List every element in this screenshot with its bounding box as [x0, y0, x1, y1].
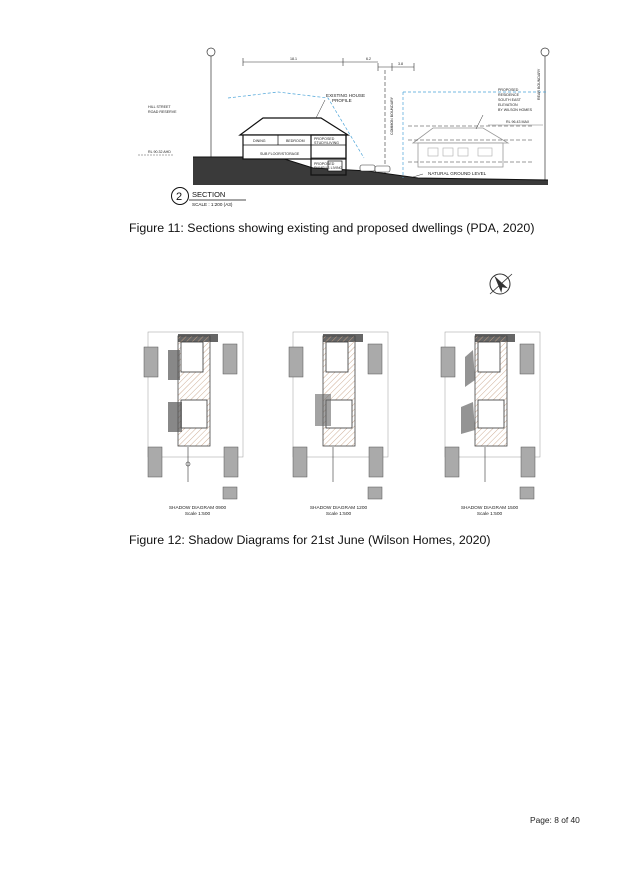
label-proposed-4: ELEVATION: [498, 103, 518, 107]
label-proposed-3: SOUTH EAST: [498, 98, 521, 102]
figure-11-caption: Figure 11: Sections showing existing and proposed dwellings (PDA, 2020): [129, 221, 535, 235]
room-proposed-4: RUMPUS LIVING: [314, 166, 343, 170]
label-rl-right: RL 96.43 MAX: [506, 120, 530, 124]
section-number: 2: [176, 191, 183, 203]
section-title: SECTION: [192, 190, 226, 199]
label-proposed-5: BY WILSON HOMES: [498, 108, 533, 112]
label-natural-ground: NATURAL GROUND LEVEL: [428, 171, 487, 176]
dim-a: 18.1: [290, 57, 297, 61]
room-bedroom: BEDROOM: [286, 139, 305, 143]
diagram-1200-title: [301, 506, 376, 518]
figure-12-caption: Figure 12: Shadow Diagrams for 21st June (Wilson Homes, 2020): [129, 533, 491, 547]
diagram-1500-label: SHADOW DIAGRAM 1500: [460, 506, 519, 511]
diagram-0900-scale: Scale 1:500: [184, 512, 211, 517]
north-arrow-icon: [486, 268, 516, 300]
section-scale: SCALE : 1:200 (A3): [192, 202, 233, 207]
diagram-1500-title: [452, 506, 527, 518]
dim-b: 6.2: [366, 57, 371, 61]
label-common-boundary: COMMON BOUNDARY: [390, 96, 394, 135]
room-dining: DINING: [253, 139, 266, 143]
label-rear-boundary: REAR BOUNDARY: [537, 68, 541, 100]
figure-11-section-drawing: [128, 40, 558, 220]
label-road-reserve: ROAD RESERVE: [148, 110, 177, 114]
room-proposed-2: STUDY/LIVING: [314, 141, 339, 145]
dim-c: 3.8: [398, 62, 403, 66]
label-rl-left: RL 90.32 AHD: [148, 150, 171, 154]
diagram-1200-label: SHADOW DIAGRAM 1200: [309, 506, 368, 511]
diagram-1200-scale: Scale 1:500: [325, 512, 352, 517]
page-number: Page: 8 of 40: [530, 815, 580, 825]
shadow-diagram-1200: [283, 322, 398, 502]
label-proposed-1: PROPOSED: [498, 88, 519, 92]
label-existing-house-1: EXISTING HOUSE: [326, 93, 366, 98]
diagram-0900-title: [160, 506, 235, 518]
diagram-1500-scale: Scale 1:500: [476, 512, 503, 517]
label-proposed-2: RESIDENCE: [498, 93, 519, 97]
shadow-diagram-0900: [138, 322, 253, 502]
room-proposed-1: PROPOSED: [314, 137, 335, 141]
label-hill-street: HILL STREET: [148, 105, 171, 109]
room-proposed-3: PROPOSED: [314, 162, 335, 166]
shadow-diagram-1500: [435, 322, 550, 502]
room-sub: SUB FLOOR/STORAGE: [260, 152, 300, 156]
label-existing-house-2: PROFILE: [332, 98, 352, 103]
diagram-0900-label: SHADOW DIAGRAM 0900: [168, 506, 227, 511]
